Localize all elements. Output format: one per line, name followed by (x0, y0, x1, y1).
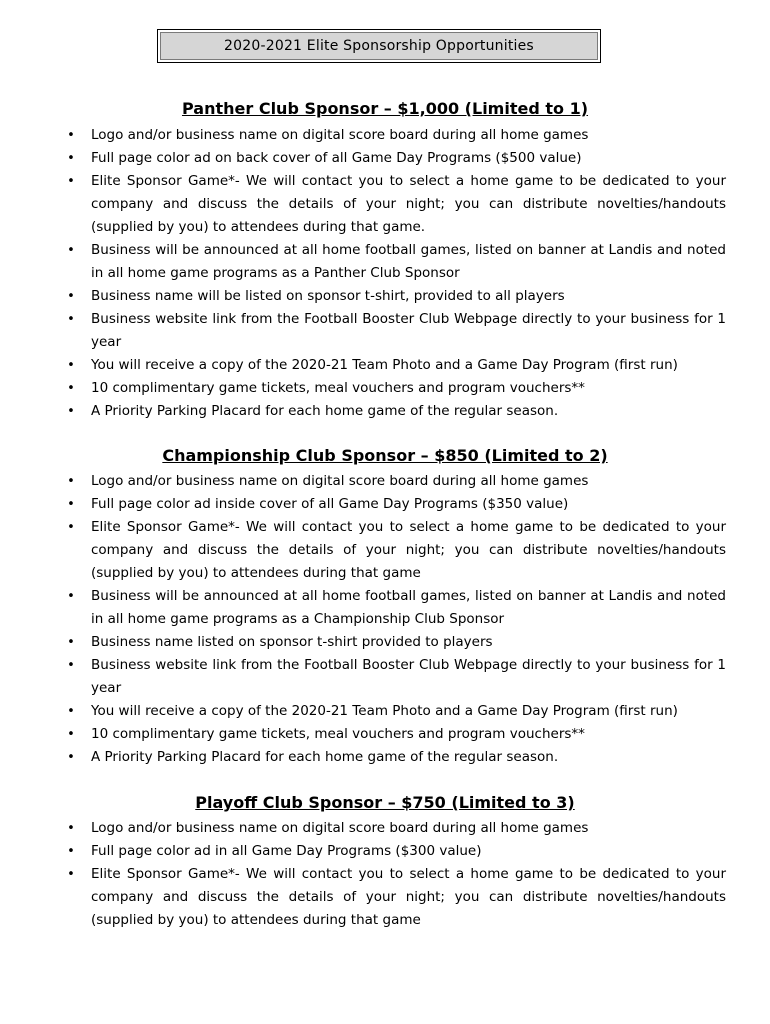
section-heading-panther: Panther Club Sponsor – $1,000 (Limited to 1) (181, 99, 589, 118)
bullet-icon: • (67, 151, 75, 166)
list-item (56, 147, 726, 170)
list-item (56, 654, 726, 700)
list-item (56, 239, 726, 285)
section-heading-championship: Championship Club Sponsor – $850 (Limited to 2) (162, 446, 608, 465)
bullet-icon: • (67, 128, 75, 143)
list-item-text: Business name listed on sponsor t-shirt provided to players (91, 634, 493, 650)
list-item (56, 308, 726, 354)
list-item (56, 585, 726, 631)
list-item-text: Logo and/or business name on digital score board during all home games (91, 473, 589, 489)
bullet-icon: • (67, 404, 75, 419)
list-item (56, 170, 726, 239)
benefits-list-playoff (56, 817, 726, 932)
list-item (56, 631, 726, 654)
list-item (56, 377, 726, 400)
list-item-text: Full page color ad on back cover of all Game Day Programs ($500 value) (91, 150, 582, 166)
list-item (56, 723, 726, 746)
list-item-text: Business website link from the Football Booster Club Webpage directly to your business for 1 year (91, 657, 726, 696)
list-item-text: Business website link from the Football Booster Club Webpage directly to your business for 1 year (91, 311, 726, 350)
bullet-icon: • (67, 750, 75, 765)
bullet-icon: • (67, 635, 75, 650)
bullet-icon: • (67, 358, 75, 373)
list-item-text: 10 complimentary game tickets, meal vouchers and program vouchers** (91, 726, 585, 742)
list-item-text: You will receive a copy of the 2020-21 Team Photo and a Game Day Program (first run) (91, 703, 678, 719)
title-box (157, 29, 601, 63)
section-heading-playoff: Playoff Club Sponsor – $750 (Limited to 3) (195, 793, 575, 812)
list-item (56, 400, 726, 423)
list-item-text: Elite Sponsor Game*- We will contact you to select a home game to be dedicated to your company and discuss the details of your night; you can distribute novelties/handouts (supplied by you) to attendees during that game. (91, 173, 726, 235)
bullet-icon: • (67, 174, 75, 189)
list-item-text: Business will be announced at all home football games, listed on banner at Landis and noted in all home game programs as a Panther Club Sponsor (91, 242, 726, 281)
bullet-icon: • (67, 243, 75, 258)
list-item-text: Elite Sponsor Game*- We will contact you to select a home game to be dedicated to your company and discuss the details of your night; you can distribute novelties/handouts (supplied by you) to attendees during that game (91, 866, 726, 928)
list-item (56, 354, 726, 377)
list-item (56, 493, 726, 516)
bullet-icon: • (67, 821, 75, 836)
bullet-icon: • (67, 312, 75, 327)
list-item (56, 470, 726, 493)
list-item (56, 746, 726, 769)
list-item (56, 700, 726, 723)
benefits-list-panther (56, 124, 726, 423)
benefits-list-championship (56, 470, 726, 769)
list-item-text: A Priority Parking Placard for each home game of the regular season. (91, 403, 559, 419)
bullet-icon: • (67, 658, 75, 673)
list-item (56, 863, 726, 932)
list-item-text: Elite Sponsor Game*- We will contact you to select a home game to be dedicated to your company and discuss the details of your night; you can distribute novelties/handouts (supplied by you) to attendees during that game (91, 519, 726, 581)
bullet-icon: • (67, 497, 75, 512)
list-item (56, 817, 726, 840)
list-item-text: You will receive a copy of the 2020-21 Team Photo and a Game Day Program (first run) (91, 357, 678, 373)
bullet-icon: • (67, 520, 75, 535)
page-title: 2020-2021 Elite Sponsorship Opportunities (160, 32, 598, 60)
bullet-icon: • (67, 289, 75, 304)
list-item-text: Logo and/or business name on digital score board during all home games (91, 127, 589, 143)
list-item-text: Full page color ad in all Game Day Programs ($300 value) (91, 843, 482, 859)
bullet-icon: • (67, 381, 75, 396)
list-item-text: Logo and/or business name on digital score board during all home games (91, 820, 589, 836)
list-item (56, 840, 726, 863)
bullet-icon: • (67, 727, 75, 742)
bullet-icon: • (67, 589, 75, 604)
bullet-icon: • (67, 474, 75, 489)
list-item (56, 124, 726, 147)
list-item-text: Full page color ad inside cover of all Game Day Programs ($350 value) (91, 496, 569, 512)
list-item-text: Business will be announced at all home football games, listed on banner at Landis and noted in all home game programs as a Championship Club Sponsor (91, 588, 726, 627)
bullet-icon: • (67, 844, 75, 859)
list-item (56, 285, 726, 308)
list-item-text: 10 complimentary game tickets, meal vouchers and program vouchers** (91, 380, 585, 396)
bullet-icon: • (67, 867, 75, 882)
bullet-icon: • (67, 704, 75, 719)
list-item (56, 516, 726, 585)
list-item-text: Business name will be listed on sponsor t-shirt, provided to all players (91, 288, 565, 304)
list-item-text: A Priority Parking Placard for each home game of the regular season. (91, 749, 559, 765)
